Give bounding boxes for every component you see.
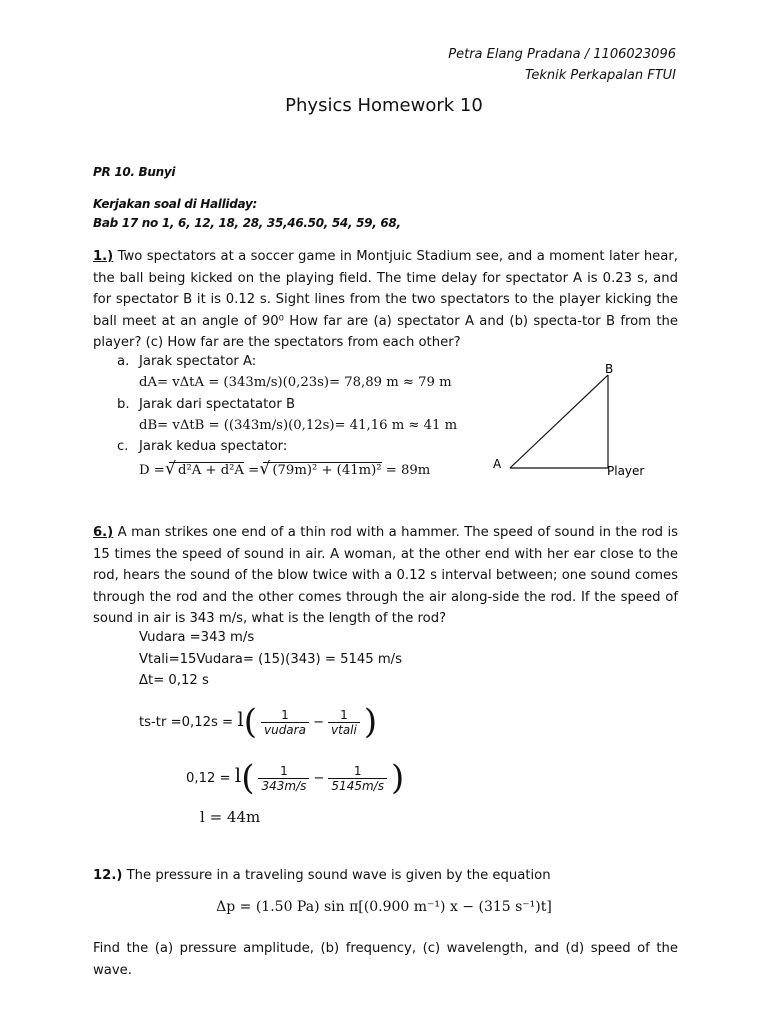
question-1 xyxy=(93,246,678,354)
department-line: Teknik Perkapalan FTUI xyxy=(525,68,676,83)
fraction-2-den: vtali xyxy=(328,722,360,737)
fraction-3-den: 343m/s xyxy=(258,778,309,793)
fraction-3 xyxy=(258,764,309,793)
answer-1a-label: a. xyxy=(117,354,130,369)
q6-equation-2 xyxy=(186,758,404,798)
eq-d-end: = 89m xyxy=(381,463,431,478)
eq1-left: ts-tr =0,12s = xyxy=(139,715,238,730)
bab-label: Bab 17 no 1, 6, 12, 18, 28, 35,46.50, 54, 59, 68, xyxy=(93,216,401,230)
question-6-number: 6.) xyxy=(93,525,114,540)
fraction-1 xyxy=(261,708,309,737)
line-a-to-b xyxy=(510,375,608,468)
question-6 xyxy=(93,522,678,630)
eq-d-start: D = xyxy=(139,463,170,478)
sqrt-expression-2 xyxy=(263,462,381,478)
question-1-number: 1.) xyxy=(93,249,114,264)
pr-label: PR 10. Bunyi xyxy=(93,165,176,179)
author-block xyxy=(448,44,676,86)
eq2-left: 0,12 = xyxy=(186,771,235,786)
eq2-minus: − xyxy=(313,771,325,786)
question-1-text: Two spectators at a soccer game in Montjuic Stadium see, and a moment later hear, the ball being kicked on the playing field. The time delay for spectator A is 0.23 s, and for spectator B it is 0.12 s. Sight lines from the two spectators to the player kicking the ball meet at an angle of 90⁰ How far are (a) spectator A and (b) specta-tor B from the player? (c) How far are the spectators from each other? xyxy=(93,249,678,350)
answer-1c-equation xyxy=(139,462,430,478)
eq1-minus: − xyxy=(312,715,325,730)
page-title: Physics Homework 10 xyxy=(285,95,483,116)
q12-equation: Δp = (1.50 Pa) sin π[(0.900 m⁻¹) x − (315 s⁻¹)t] xyxy=(216,899,552,915)
q6-equation-1 xyxy=(139,702,377,742)
eq2-l: l xyxy=(234,763,242,787)
sqrt-expression-1 xyxy=(169,462,244,478)
fraction-2-num: 1 xyxy=(340,707,348,722)
label-player: Player xyxy=(607,464,645,478)
answer-1a-equation: dA= vΔtA = (343m/s)(0,23s)= 78,89 m ≈ 79 m xyxy=(139,375,452,390)
q6-delta-t: Δt= 0,12 s xyxy=(139,673,209,688)
fraction-3-num: 1 xyxy=(280,763,288,778)
triangle-diagram xyxy=(485,360,655,480)
answer-1c-label: c. xyxy=(117,439,129,454)
right-paren: ) xyxy=(390,758,405,798)
fraction-2 xyxy=(328,708,360,737)
fraction-1-den: vudara xyxy=(261,722,309,737)
author-line: Petra Elang Pradana / 1106023096 xyxy=(448,47,676,62)
answer-1c-title: Jarak kedua spectator: xyxy=(139,439,288,454)
q6-vudara: Vudara =343 m/s xyxy=(139,630,255,645)
sqrt-inner-2: (79m)² + (41m)² xyxy=(272,463,382,478)
question-6-text: A man strikes one end of a thin rod with a hammer. The speed of sound in the rod is 15 times the speed of sound in air. A woman, at the other end with her ear close to the rod, hears the sound of the blow twice with a 0.12 s interval between; one sound comes through the rod and the other comes through the air along-side the rod. If the speed of sound in air is 343 m/s, what is the length of the rod? xyxy=(93,525,678,626)
q12-question: Find the (a) pressure amplitude, (b) frequency, (c) wavelength, and (d) speed of the wave. xyxy=(93,941,678,978)
sqrt-inner-1: d²A + d²A xyxy=(178,463,244,478)
kerjakan-label: Kerjakan soal di Halliday: xyxy=(93,197,257,211)
answer-1b-title: Jarak dari spectatator B xyxy=(139,397,296,412)
answer-1a-title: Jarak spectator A: xyxy=(139,354,257,369)
eq-d-mid: = xyxy=(243,463,264,478)
fraction-4 xyxy=(328,764,387,793)
fraction-4-den: 5145m/s xyxy=(328,778,387,793)
right-paren: ) xyxy=(363,702,378,742)
question-12-text: The pressure in a traveling sound wave is given by the equation xyxy=(126,868,551,883)
left-paren: ( xyxy=(243,702,257,742)
fraction-1-num: 1 xyxy=(281,707,289,722)
left-paren: ( xyxy=(241,758,255,798)
answer-1b-equation: dB= vΔtB = ((343m/s)(0,12s)= 41,16 m ≈ 41 m xyxy=(139,418,458,433)
q6-result: l = 44m xyxy=(200,808,261,826)
answer-1b-label: b. xyxy=(117,397,130,412)
question-12 xyxy=(93,865,678,887)
fraction-4-num: 1 xyxy=(353,763,362,778)
eq1-l: l xyxy=(237,707,244,731)
label-a: A xyxy=(493,457,502,471)
label-b: B xyxy=(605,362,614,376)
q6-vtali: Vtali=15Vudara= (15)(343) = 5145 m/s xyxy=(139,652,402,667)
question-12-number: 12.) xyxy=(93,868,123,883)
